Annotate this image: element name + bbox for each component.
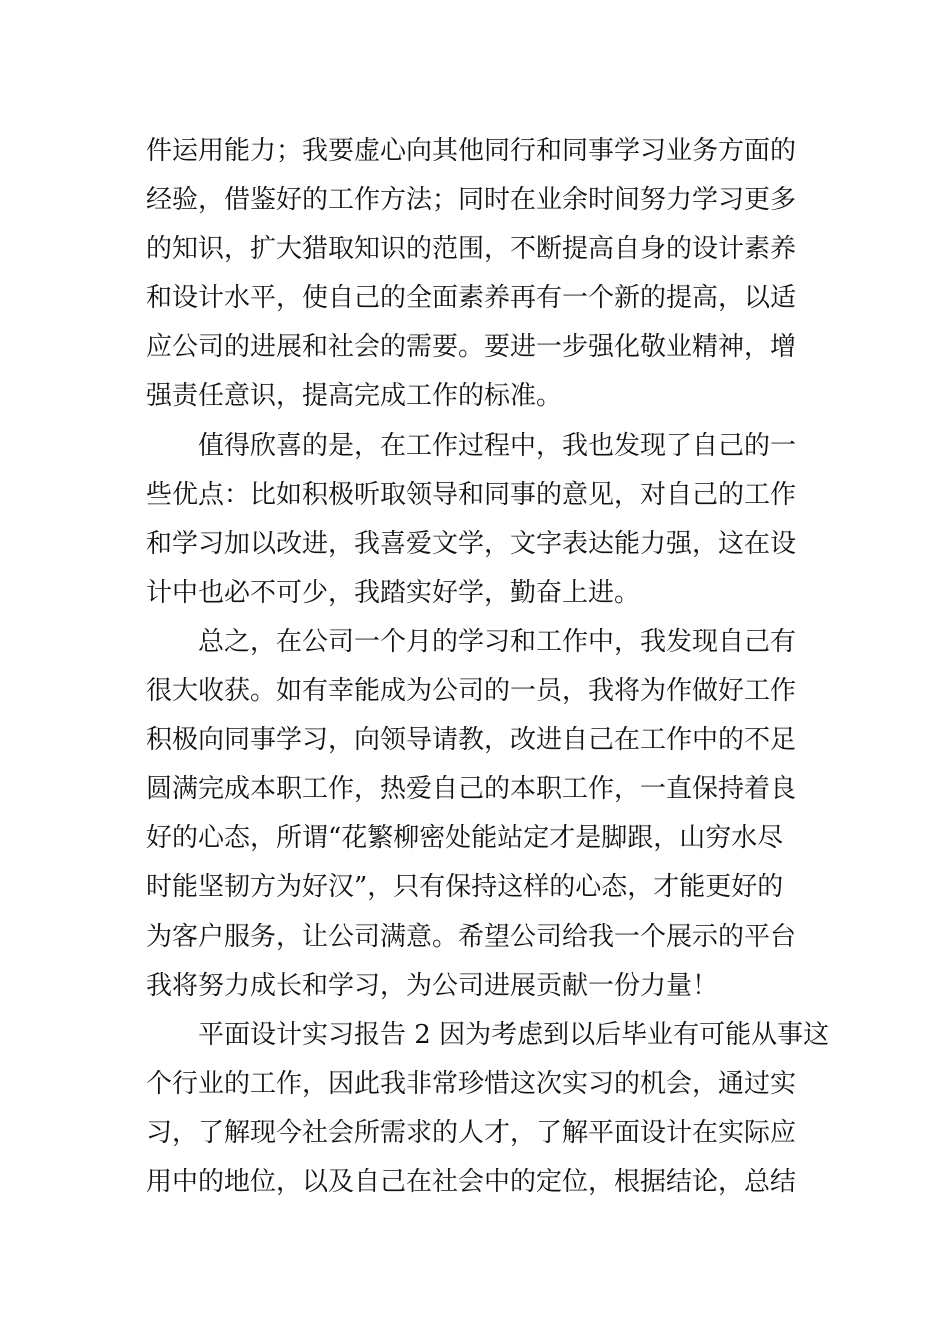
paragraph-first-line: 值得欣喜的是，在工作过程中，我也发现了自己的一 [198,430,797,461]
text-line: 强责任意识，提高完成工作的标准。 [146,381,563,412]
text-line: 积极向同事学习，向领导请教，改进自己在工作中的不足 [146,725,797,756]
text-line: 应公司的进展和社会的需要。要进一步强化敬业精神，增 [146,332,797,363]
text-line: 习，了解现今社会所需求的人才，了解平面设计在实际应 [146,1117,797,1148]
text-line: 圆满完成本职工作，热爱自己的本职工作，一直保持着良 [146,774,797,805]
text-line: 经验，借鉴好的工作方法；同时在业余时间努力学习更多 [146,185,797,216]
text-line: 我将努力成长和学习，为公司进展贡献一份力量！ [146,970,719,1001]
text-line: 用中的地位，以及自己在社会中的定位，根据结论，总结 [146,1166,797,1197]
text-line: 很大收获。如有幸能成为公司的一员，我将为作做好工作 [146,676,797,707]
text-line: 的知识，扩大猎取知识的范围，不断提高自身的设计素养 [146,234,797,265]
text-line: 和学习加以改进，我喜爱文学，文字表达能力强，这在设 [146,528,797,559]
text-line: 件运用能力；我要虚心向其他同行和同事学习业务方面的 [146,136,797,166]
text-line: 为客户服务，让公司满意。希望公司给我一个展示的平台 [146,921,797,952]
document-body-text [146,127,830,1207]
text-line: 些优点：比如积极听取领导和同事的意见，对自己的工作 [146,479,797,510]
text-line: 个行业的工作，因此我非常珍惜这次实习的机会，通过实 [146,1068,797,1099]
paragraph-first-line: 总之，在公司一个月的学习和工作中，我发现自己有 [198,626,797,657]
text-line: 时能坚韧方为好汉”，只有保持这样的心态，才能更好的 [146,872,784,903]
text-line: 和设计水平，使自己的全面素养再有一个新的提高，以适 [146,283,797,314]
text-line: 好的心态，所谓“花繁柳密处能站定才是脚跟，山穷水尽 [146,823,784,854]
text-line: 计中也必不可少，我踏实好学，勤奋上进。 [146,577,641,608]
paragraph-first-line: 平面设计实习报告 2 因为考虑到以后毕业有可能从事这 [198,1019,830,1050]
